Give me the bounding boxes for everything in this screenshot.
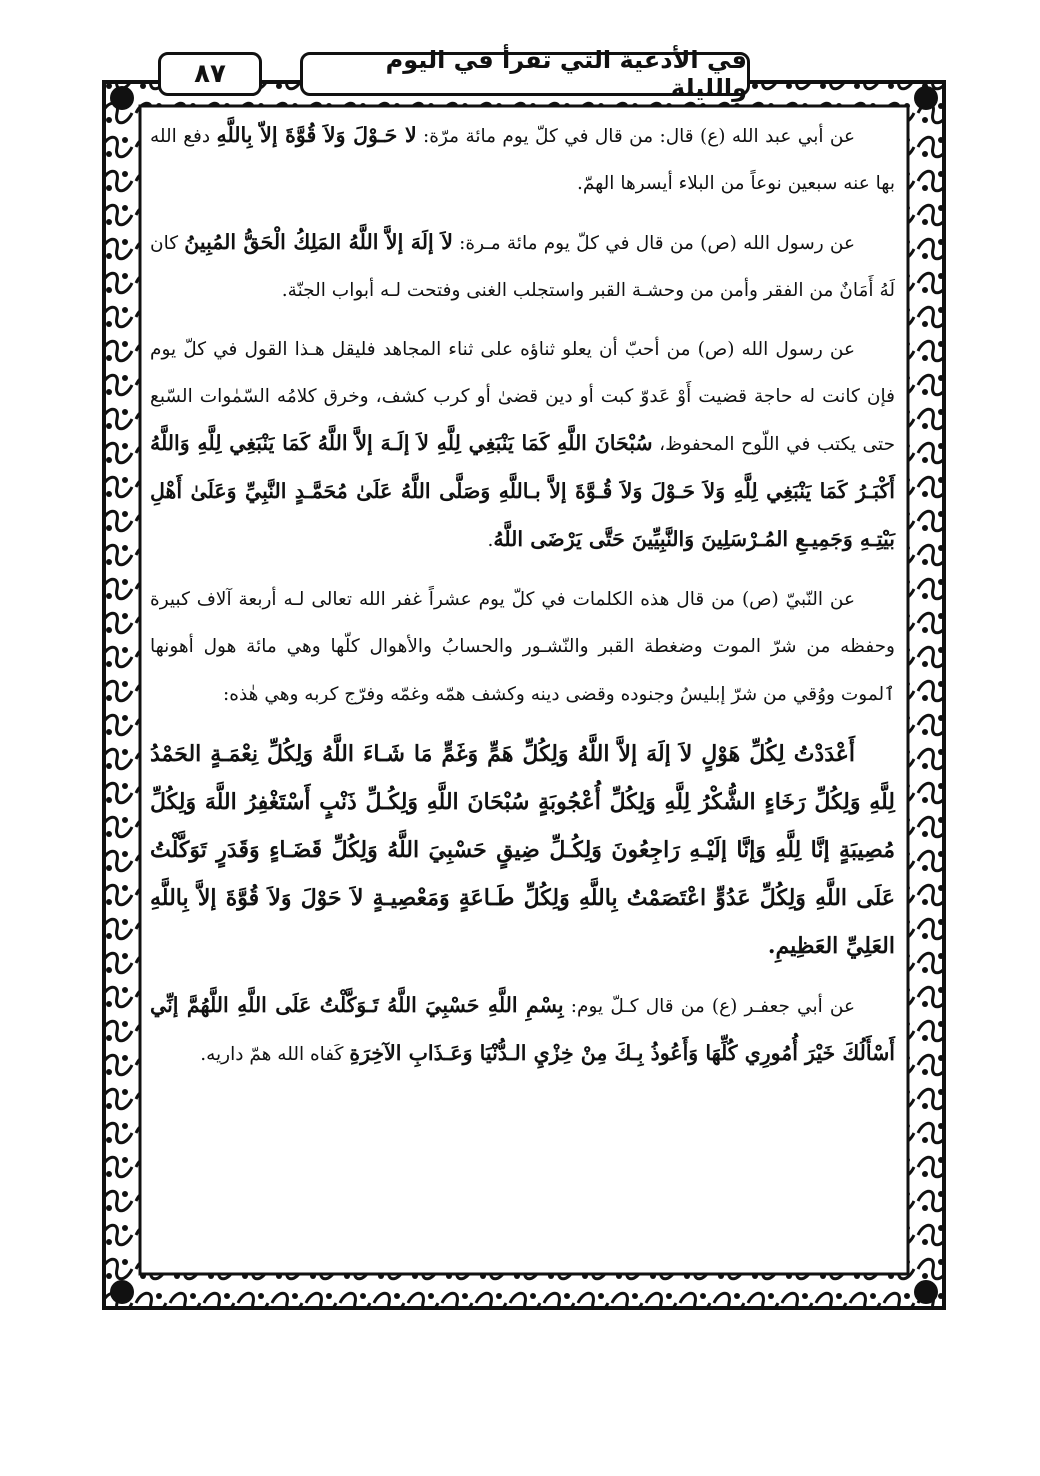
dua-text: لاَ إلَهَ إلاَّ اللَّهُ المَلِكُ الْحَقُّ المُبِينُ <box>184 230 453 254</box>
paragraph-5 <box>150 982 895 1078</box>
paragraph-intro: عن أبي جعفـر (ع) من قال كـلّ يوم: <box>563 996 855 1017</box>
paragraph-intro: عن رسول الله (ص) من قال في كلّ يوم مائة مـرة: <box>452 233 856 254</box>
main-dua: أَعْدَدْتُ لِكُلِّ هَوْلٍ لاَ إلَهَ إلاَّ اللَّهُ وَلِكُلِّ هَمٍّ وَغَمٍّ مَا شَـاءَ اللَّهُ وَلِكُلِّ نِعْمَـةٍ الحَمْدُ لِلَّهِ وَلِكُلِّ رَخَاءٍ الشُّكْرُ لِلَّهِ وَلِكُلِّ أُعْجُوبَةٍ سُبْحَانَ اللَّهِ وَلِكُـلِّ ذَنْبٍ أَسْتَغْفِرُ اللَّهَ وَلِكُلِّ مُصِيبَةٍ إنَّا لِلَّهِ وَإنَّا إلَيْـهِ رَاجِعُونَ وَلِكُـلِّ ضِيقٍ حَسْبِيَ اللَّهُ وَلِكُلِّ قَضَـاءٍ وَقَدَرٍ تَوَكَّلْتُ عَلَى اللَّهِ وَلِكُلِّ عَدُوٍّ اعْتَصَمْتُ بِاللَّهِ وَلِكُلِّ طَـاعَةٍ وَمَعْصِيـةٍ لاَ حَوْلَ وَلاَ قُوَّةَ إلاَّ بِاللَّهِ العَلِيِّ العَظِيمِ. <box>150 741 895 959</box>
page-number: ٨٧ <box>158 52 262 96</box>
page-title: في الأدعية التي تقرأ في اليوم والليلة <box>300 52 750 96</box>
paragraph-1 <box>150 112 895 207</box>
paragraph-outro: كَفاه الله همّ داريه. <box>200 1044 350 1065</box>
paragraph-outro: . <box>487 530 494 551</box>
paragraph-4 <box>150 576 895 718</box>
dua-text: بِسْمِ اللَّهِ حَسْبِيَ اللَّهُ تَـوَكَّلْتُ عَلَى اللَّهِ اللَّهُمَّ إنِّي أَسْأَلُكَ خَيْرَ أُمُورِي كُلِّهَا وَأَعُوذُ بِـكَ مِنْ خِزْيِ الـدُّنْيَا وَعَـذَابِ الآخِرَةِ <box>150 993 895 1065</box>
dua-text: لا حَـوْلَ وَلاَ قُوَّةَ إلاّ بِاللَّهِ <box>216 123 417 147</box>
paragraph-intro: عن أبي عبد الله (ع) قال: من قال في كلّ يوم مائة مرّة: <box>416 126 855 147</box>
page-body <box>150 112 895 1252</box>
paragraph-outro: دفع الله بها عنه سبعين نوعاً من البلاء أيسرها الهمّ. <box>150 126 895 194</box>
paragraph-intro: عن النّبيّ (ص) من قال هذه الكلمات في كلّ يوم عشراً غفر الله تعالى لـه أربعة آلاف كبيرة وحفظه من شرّ الموت وضغطة القبر والنّشـور والحسابُ والأهوال كلّها وهي مائة هول أهونها ٱلموت ووُقي من شرّ إبليسُ وجنوده وقضى دينه وكشف همّه وغمّه وفرّج كربه وهي هٰذه: <box>150 589 895 705</box>
paragraph-outro: كان لَهُ أَمَانٌ من الفقر وأمن من وحشـة القبر واستجلب الغنى وفتحت لـه أبواب الجنّة. <box>150 233 895 301</box>
paragraph-3 <box>150 326 895 564</box>
paragraph-intro: عن رسول الله (ص) من أحبّ أن يعلو ثناؤه على ثناء المجاهد فليقل هـذا القول في كلّ يوم فإن كانت له حاجة قضيت أَوْ عَدوّ كبت أو دين قضىٰ أو كرب كشف، وخرق كلامُه السّمٰوات السّبع حتى يكتب في اللّوح المحفوظ، <box>150 339 895 455</box>
paragraph-2 <box>150 219 895 314</box>
dua-text: سُبْحَانَ اللَّهِ كَمَا يَنْبَغِي لِلَّهِ لاَ إلَـهَ إلاَّ اللَّهُ كَمَا يَنْبَغِي لِلَّهِ وَاللَّهُ أَكْبَـرُ كَمَا يَنْبَغِي لِلَّهِ وَلاَ حَـوْلَ وَلاَ قُـوَّةَ إلاَّ بـاللَّهِ وَصَلَّى اللَّهُ عَلَىٰ مُحَمَّـدٍ النَّبِيِّ وَعَلَىٰ أَهْلِ بَيْتِـهِ وَجَمِيـعِ المُـرْسَلِينَ وَالنَّبِيِّينَ حَتَّى يَرْضَى اللَّهُ <box>150 431 895 551</box>
